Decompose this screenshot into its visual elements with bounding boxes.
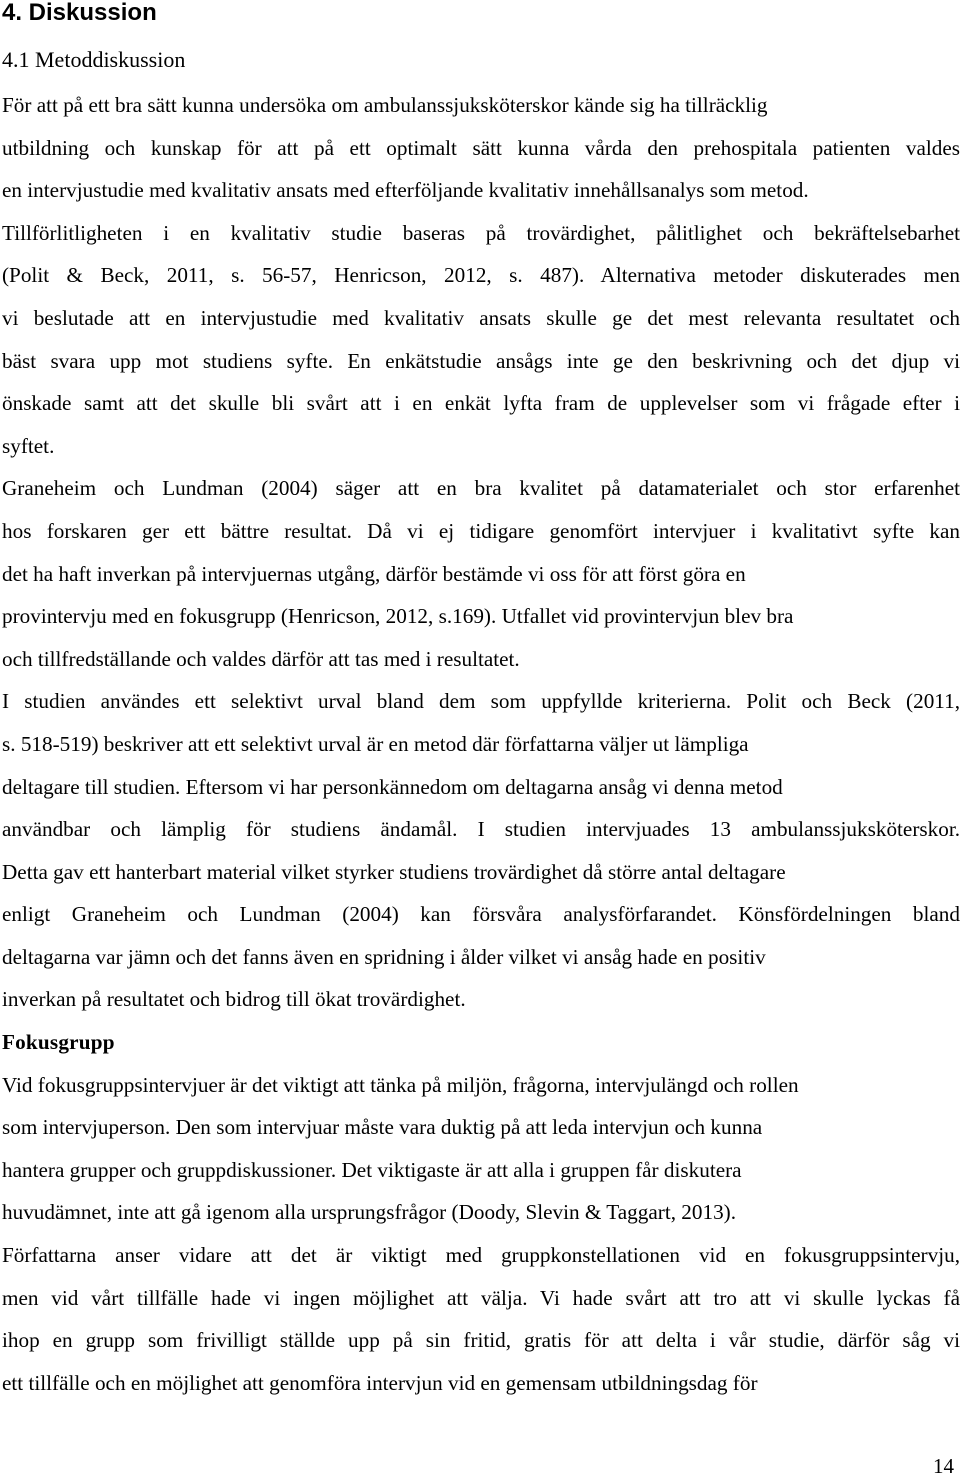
text-line: ihop en grupp som frivilligt ställde upp på sin fritid, gratis för att delta i vår studie, därför såg vi — [2, 1328, 960, 1353]
text-line: enligt Graneheim och Lundman (2004) kan försvåra analysförfarandet. Könsfördelningen bland — [2, 902, 960, 927]
text-line: användbar och lämplig för studiens ändamål. I studien intervjuades 13 ambulanssjuksköterskor. — [2, 817, 960, 842]
text-line: (Polit & Beck, 2011, s. 56-57, Henricson, 2012, s. 487). Alternativa metoder diskuterades men — [2, 263, 960, 288]
text-line: och tillfredställande och valdes därför att tas med i resultatet. — [2, 646, 520, 671]
fokusgrupp-heading: Fokusgrupp — [2, 1030, 115, 1055]
text-line: hos forskaren ger ett bättre resultat. Då vi ej tidigare genomfört intervjuer i kvalitativt syfte kan — [2, 518, 960, 543]
text-line: ett tillfälle och en möjlighet att genomföra intervjun vid en gemensam utbildningsdag för — [2, 1370, 758, 1395]
text-line: en intervjustudie med kvalitativ ansats med efterföljande kvalitativ innehållsanalys som metod. — [2, 178, 809, 203]
text-line: utbildning och kunskap för att på ett optimalt sätt kunna vårda den prehospitala patienten valdes — [2, 135, 960, 160]
text-line: inverkan på resultatet och bidrog till ökat trovärdighet. — [2, 987, 466, 1012]
text-line: bäst svara upp mot studiens syfte. En enkätstudie ansågs inte ge den beskrivning och det djup vi — [2, 348, 960, 373]
text-line: I studien användes ett selektivt urval bland dem som uppfyllde kriterierna. Polit och Beck (2011, — [2, 689, 960, 714]
text-line: Detta gav ett hanterbart material vilket styrker studiens trovärdighet då större antal deltagare — [2, 859, 786, 884]
text-line: Författarna anser vidare att det är viktigt med gruppkonstellationen vid en fokusgruppsintervju, — [2, 1243, 960, 1268]
text-line: hantera grupper och gruppdiskussioner. Det viktigaste är att alla i gruppen får diskutera — [2, 1157, 742, 1182]
text-line: Vid fokusgruppsintervjuer är det viktigt att tänka på miljön, frågorna, intervjulängd och rollen — [2, 1072, 799, 1097]
text-line: deltagare till studien. Eftersom vi har personkännedom om deltagarna ansåg vi denna metod — [2, 774, 783, 799]
text-line: För att på ett bra sätt kunna undersöka om ambulanssjuksköterskor kände sig ha tillräcklig — [2, 93, 768, 117]
text-line: vi beslutade att en intervjustudie med kvalitativ ansats skulle ge det mest relevanta resultatet och — [2, 305, 960, 330]
body-text — [2, 84, 960, 1404]
text-line: men vid vårt tillfälle hade vi ingen möjlighet att välja. Vi hade svårt att tro att vi skulle lyckas få — [2, 1285, 960, 1310]
text-line: det ha haft inverkan på intervjuernas utgång, därför bestämde vi oss för att först göra en — [2, 561, 746, 586]
text-line: Graneheim och Lundman (2004) säger att en bra kvalitet på datamaterialet och stor erfarenhet — [2, 476, 960, 501]
text-line: deltagarna var jämn och det fanns även en spridning i ålder vilket vi ansåg hade en positiv — [2, 944, 766, 969]
text-line: syftet. — [2, 433, 55, 458]
text-line: som intervjuperson. Den som intervjuar måste vara duktig på att leda intervjun och kunna — [2, 1115, 763, 1140]
text-line: s. 518-519) beskriver att ett selektivt urval är en metod där författarna väljer ut lämpliga — [2, 731, 749, 756]
section-heading: 4. Diskussion — [2, 0, 157, 26]
page-number: 14 — [933, 1454, 954, 1478]
subsection-heading: 4.1 Metoddiskussion — [2, 47, 186, 72]
text-line: huvudämnet, inte att gå igenom alla ursprungsfrågor (Doody, Slevin & Taggart, 2013). — [2, 1200, 737, 1225]
text-line: provintervju med en fokusgrupp (Henricson, 2012, s.169). Utfallet vid provintervjun blev bra — [2, 604, 794, 629]
text-line: önskade samt att det skulle bli svårt att i en enkät lyfta fram de upplevelser som vi frågade efter i — [2, 391, 960, 416]
text-line: Tillförlitligheten i en kvalitativ studie baseras på trovärdighet, pålitlighet och bekräftelsebarhet — [2, 220, 960, 245]
